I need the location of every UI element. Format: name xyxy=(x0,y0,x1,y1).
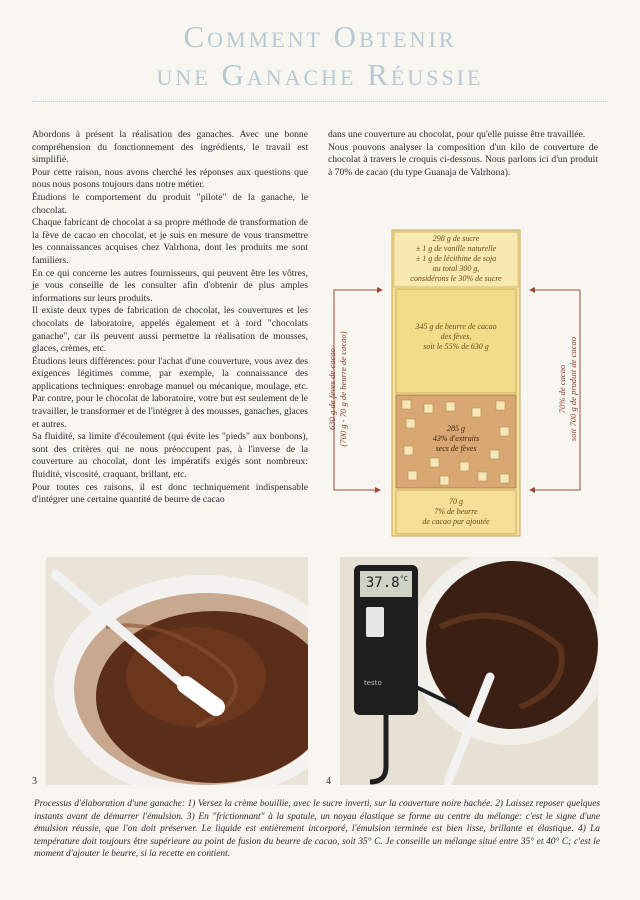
thermometer-scene xyxy=(340,557,598,785)
added-line: 70 g xyxy=(449,497,463,506)
left-label-line-1: 630 g de fèves de cacao xyxy=(327,348,337,430)
photo-number-4: 4 xyxy=(326,776,331,787)
left-label-line-2: (700 g - 70 g de beurre de cacao) xyxy=(338,331,348,447)
sugar-label xyxy=(394,234,518,284)
right-label xyxy=(557,289,579,489)
thermometer-reading: 37.8 xyxy=(365,575,400,591)
sugar-line: considérons le 30% de sucre xyxy=(410,274,502,283)
solids-line: 43% d'extraits xyxy=(432,434,480,443)
paragraph: dans une couverture au chocolat, pour qu'elle puisse être travaillée. xyxy=(328,129,586,140)
sugar-line: au total 300 g, xyxy=(432,264,480,273)
paragraph: Abordons à présent la réalisation des ganaches. Avec une bonne compréhension du fonctionnement des ingrédients, le travail est simplifié. xyxy=(32,129,308,166)
paragraph: Il existe deux types de fabrication de chocolat, les couvertures et les chocolats de laboratoire, appelés également et à tord "chocolats ganache", car ils peuvent aussi permettre la réalisation de mousses, glaces, crèmes, etc. xyxy=(32,305,308,355)
right-label-line-2: soit 700 g de produit de cacao xyxy=(568,336,578,442)
right-column xyxy=(328,129,598,179)
photo-ganache-bowl xyxy=(46,557,308,785)
sugar-line: ± 1 g de vanille naturelle xyxy=(415,244,497,253)
right-label-line-1: 70% de cacao xyxy=(557,364,567,414)
sugar-line: ± 1 g de lécithine de soja xyxy=(415,254,497,263)
paragraph: Pour toutes ces raisons, il est donc techniquement indispensable d'intégrer une certaine quantité de beurre de cacao xyxy=(32,481,308,506)
left-label xyxy=(327,289,349,489)
left-column xyxy=(32,129,308,507)
bowl-illustration xyxy=(46,557,308,785)
sugar-line: 298 g de sucre xyxy=(432,234,480,243)
chocolate-composition-diagram xyxy=(327,228,600,540)
butter-label xyxy=(396,322,516,352)
paragraph: Pour cette raison, nous avons cherché les réponses aux questions que nous nous posons toujours dans notre métier. xyxy=(32,166,308,191)
title-line-2: une Ganache Réussie xyxy=(156,57,484,92)
paragraph: Sa fluidité, sa limite d'écoulement (qui évite les "pieds" aux bonbons), sont des critères qui ne nous préoccupent pas, à l'inverse de la couverture au chocolat, dont les impératifs exigés sont nombreux: fluidité, viscosité, craquant, brillant, etc. xyxy=(32,431,308,481)
dotted-divider xyxy=(32,101,608,102)
photo-caption: Processus d'élaboration d'une ganache: 1) Versez la crème bouillie, avec le sucre inverti, sur la couverture noire hachée. 2) Laissez reposer quelques instants avant de démarrer l'émulsion. 3) En "frictionnant" à la spatule, un noyau élastique se forme au centre du mélange: c'est le signe d'une émulsion réussie, que l'on doit préserver. Le liquide est entièrement incorporé, l'émulsion terminée est bien lisse, brillante et élastique. 4) La température doit toujours être supérieure au point de fusion du beurre de cacao, soit 35° C. Je conseille un mélange situé entre 35° et 40° C; c'est le moment d'ajouter le beurre, si la recette en contient. xyxy=(34,799,600,860)
solids-label xyxy=(396,424,516,454)
photo-thermometer xyxy=(340,557,598,785)
butter-line: des fèves, xyxy=(440,332,472,341)
thermometer-display xyxy=(364,575,408,591)
paragraph: En ce qui concerne les autres fournisseurs, qui peuvent être les vôtres, je vous conseille de les consulter afin d'obtenir de plus amples informations sur leurs produits. xyxy=(32,267,308,304)
butter-line: 345 g de beurre de cacao xyxy=(415,322,497,331)
solids-line: secs de fèves xyxy=(435,444,477,453)
paragraph: Chaque fabricant de chocolat a sa propre méthode de transformation de la fève de cacao en chocolat, et je suis en mesure de vous transmettre les connaissances acquises chez Valrhona, dont les produits me sont familiers. xyxy=(32,217,308,266)
thermometer-brand: testo xyxy=(364,679,382,687)
title-line-1: Comment Obtenir xyxy=(183,19,457,54)
added-line: 7% de beurre xyxy=(434,507,478,516)
page-title xyxy=(0,18,640,94)
added-line: de cacao pur ajoutée xyxy=(422,517,490,526)
solids-line: 285 g xyxy=(447,424,465,433)
paragraph: Nous pouvons analyser la composition d'un kilo de couverture de chocolat à travers le croquis ci-dessous. Nous parlons ici d'un produit à 70% de cacao (du type Guanaja de Valrhona). xyxy=(328,141,598,178)
butter-line: soit le 55% de 630 g xyxy=(423,342,489,351)
photo-number-3: 3 xyxy=(32,776,37,787)
paragraph: Étudions leurs différences: pour l'achat d'une couverture, vous avez des exigences légitimes comme, par exemple, la connaissance des applications techniques: enrobage manuel ou mécanique, moulage, etc. Par contre, pour le chocolat de laboratoire, votre but est seulement de le travailler, le transformer et de l'intégrer à des mousses, ganaches, glaces et autres. xyxy=(32,355,308,430)
added-label xyxy=(396,497,516,527)
paragraph: Étudions le comportement du produit "pilote" de la ganache, le chocolat. xyxy=(32,191,308,216)
thermometer-unit: °C xyxy=(399,575,408,583)
